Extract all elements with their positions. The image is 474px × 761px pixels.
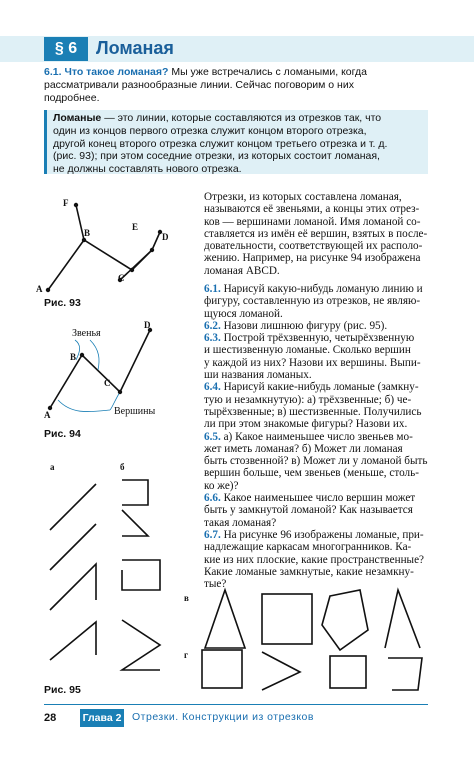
exercise-line: такая ломаная?	[204, 516, 277, 529]
exercise-line: ши названия ломаных.	[204, 369, 312, 382]
exercise-line: Назови лишнюю фигуру (рис. 95).	[223, 319, 388, 332]
fig93-label-F: F	[63, 198, 69, 208]
subsection-title: Что такое ломаная?	[64, 66, 169, 78]
exercise-line: фигуру, составленную из отрезков, не являю-	[204, 295, 421, 308]
fig95-label-a: а	[50, 462, 55, 472]
exercise-number: 6.4.	[204, 381, 221, 394]
exercise-line: Построй трёхзвенную, четырёхзвенную	[223, 332, 415, 345]
exercise-line: Какие ломаные замкнутые, какие незамкну-	[204, 565, 414, 578]
exercise-line: Нарисуй какую-нибудь ломаную линию и	[223, 283, 423, 295]
exercise-line: щуюся ломаной.	[204, 307, 283, 320]
fig94-label-D: D	[144, 320, 151, 330]
exercise-number: 6.2.	[204, 319, 221, 332]
fig95-caption: Рис. 95	[44, 684, 81, 696]
exercise-number: 6.7.	[204, 528, 221, 541]
exercise-line: вершин больше, чем звеньев (меньше, столь-	[204, 467, 419, 480]
chapter-title: Отрезки. Конструкции из отрезков	[132, 711, 314, 723]
figure-94-vertices	[48, 328, 152, 410]
fig93-label-A: A	[36, 284, 43, 294]
exercise-line: Нарисуй какие-нибудь ломаные (замкну-	[223, 381, 419, 394]
definition-line: (рис. 93); при этом соседние отрезки, из которых состоит ломаная,	[53, 150, 380, 163]
definition-line: не должны составлять нового отрезка.	[53, 163, 242, 176]
fig95-label-b: б	[120, 462, 125, 472]
body-line: довательности, соответствующей их располо-	[204, 240, 423, 253]
body-line: Отрезки, из которых составлена ломаная,	[204, 191, 402, 203]
figure-95	[50, 480, 160, 670]
page-number: 28	[44, 712, 57, 724]
fig94-label-C: C	[104, 378, 111, 388]
exercise-number: 6.5.	[204, 430, 221, 443]
subsection-line: подробнее.	[44, 91, 100, 104]
fig94-caption: Рис. 94	[44, 428, 81, 440]
exercise-line: кие из них плоские, какие пространственные?	[204, 553, 425, 566]
exercise-line: быть у замкнутой ломаной? Как называется	[204, 504, 413, 517]
subsection-line: рассматривали разнообразные линии. Сейчас поговорим о них	[44, 78, 354, 91]
polyline-93	[48, 240, 152, 290]
footer-rule	[44, 704, 428, 705]
body-line: ломаная ABCD.	[204, 264, 280, 277]
figure-94	[50, 330, 150, 408]
exercise-line: а) Какое наименьшее число звеньев мо-	[223, 430, 413, 443]
fig94-label-links: Звенья	[72, 328, 101, 339]
exercise-line: ли при этом знакомые фигуры? Назови их.	[204, 418, 408, 431]
figure-93-vertices	[46, 203, 162, 292]
fig94-label-B: B	[70, 352, 77, 362]
exercise-number: 6.1.	[204, 283, 221, 295]
exercise-number: 6.3.	[204, 332, 221, 345]
exercise-line: ко же)?	[204, 479, 239, 492]
fig93-label-D: D	[162, 232, 169, 242]
fig96-label-v: в	[184, 593, 189, 603]
exercise-line: жет иметь ломаная? б) Может ли ломаная	[204, 442, 403, 455]
definition-line: другой конец второго отрезка служит концом третьего отрезка и т. д.	[53, 137, 388, 150]
polyline-93-tail	[76, 205, 84, 240]
fig94-label-vertices: Вершины	[114, 406, 156, 417]
body-line: жению. Например, на рисунке 94 изображена	[204, 252, 421, 265]
exercise-line: тырёхзвенные; в) шестизвенные. Получились	[204, 405, 422, 418]
definition-term: Ломаные	[53, 112, 102, 124]
figure-94-pointers	[58, 340, 120, 412]
subsection-number: 6.1.	[44, 66, 62, 78]
exercise-line: тую и незамкнутую): а) трёхзвенные; б) че-	[204, 393, 412, 406]
chapter-label: Глава 2	[80, 709, 124, 727]
exercise-line: тые?	[204, 578, 227, 591]
exercise-line: Какое наименьшее число вершин может	[223, 492, 416, 505]
section-number: § 6	[44, 37, 88, 61]
fig93-label-E: E	[132, 222, 139, 232]
section-title: Ломаная	[96, 38, 174, 58]
exercise-line: у каждой из них? Назови их вершины. Выпи-	[204, 356, 421, 369]
fig93-label-B: B	[84, 228, 91, 238]
polyline-93-end	[152, 232, 160, 250]
exercise-line: и шестизвенную ломаные. Сколько вершин	[204, 344, 411, 357]
fig93-label-C: C	[118, 273, 125, 283]
subsection-line: Мы уже встречались с ломаными, когда	[171, 66, 367, 78]
exercise-line: быть стозвенной? в) Может ли у ломаной быть	[204, 455, 428, 468]
definition-line: — это линии, которые составляются из отрезков так, что	[104, 112, 382, 124]
fig96-label-g: г	[184, 650, 189, 660]
fig94-label-A: A	[44, 410, 51, 420]
exercise-number: 6.6.	[204, 492, 221, 505]
fig93-caption: Рис. 93	[44, 297, 81, 309]
body-line: ков — вершинами ломаной. Имя ломаной со-	[204, 215, 421, 228]
exercise-line: На рисунке 96 изображены ломаные, при-	[223, 528, 424, 541]
body-line: ставляется из имён её вершин, взятых в после-	[204, 227, 428, 240]
figure-96	[202, 590, 422, 690]
definition-line: один из концов первого отрезка служит концом второго отрезка,	[53, 124, 367, 137]
figure-93	[48, 205, 160, 290]
exercise-line: надлежащие каркасам многогранников. Ка-	[204, 541, 412, 554]
body-line: называются её звеньями, а концы этих отрез-	[204, 203, 420, 216]
